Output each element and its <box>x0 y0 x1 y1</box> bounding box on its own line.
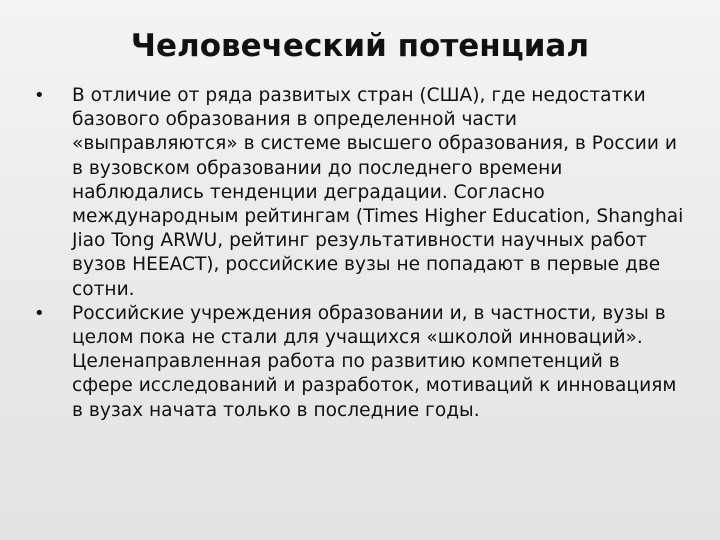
bullet-text: В отличие от ряда развитых стран (США), где недостатки базового образования в определенной части «выправляются» в системе высшего образования, в России и в вузовском образовании до последнего времени наблюдались тенденции деградации. Согласно международным рейтингам (Times Higher Education, Shanghai Jiao Tong ARWU, рейтинг результативности научных работ вузов HEEACT), российские вузы не попадают в первые две сотни. <box>72 85 684 300</box>
slide-title: Человеческий потенциал <box>130 28 590 64</box>
bullet-text: Российские учреждения образовании и, в частности, вузы в целом пока не стали для учащихся «школой инноваций». Целенаправленная работа по развитию компетенций в сфере исследований и разработок, мотиваций к инновациям в вузах начата только в последние годы. <box>72 302 677 421</box>
bullet-dot-icon: • <box>34 302 45 324</box>
bullet-dot-icon: • <box>34 85 45 106</box>
bullet-item <box>34 302 686 423</box>
bullet-item <box>34 84 686 302</box>
bullet-list <box>34 84 686 423</box>
